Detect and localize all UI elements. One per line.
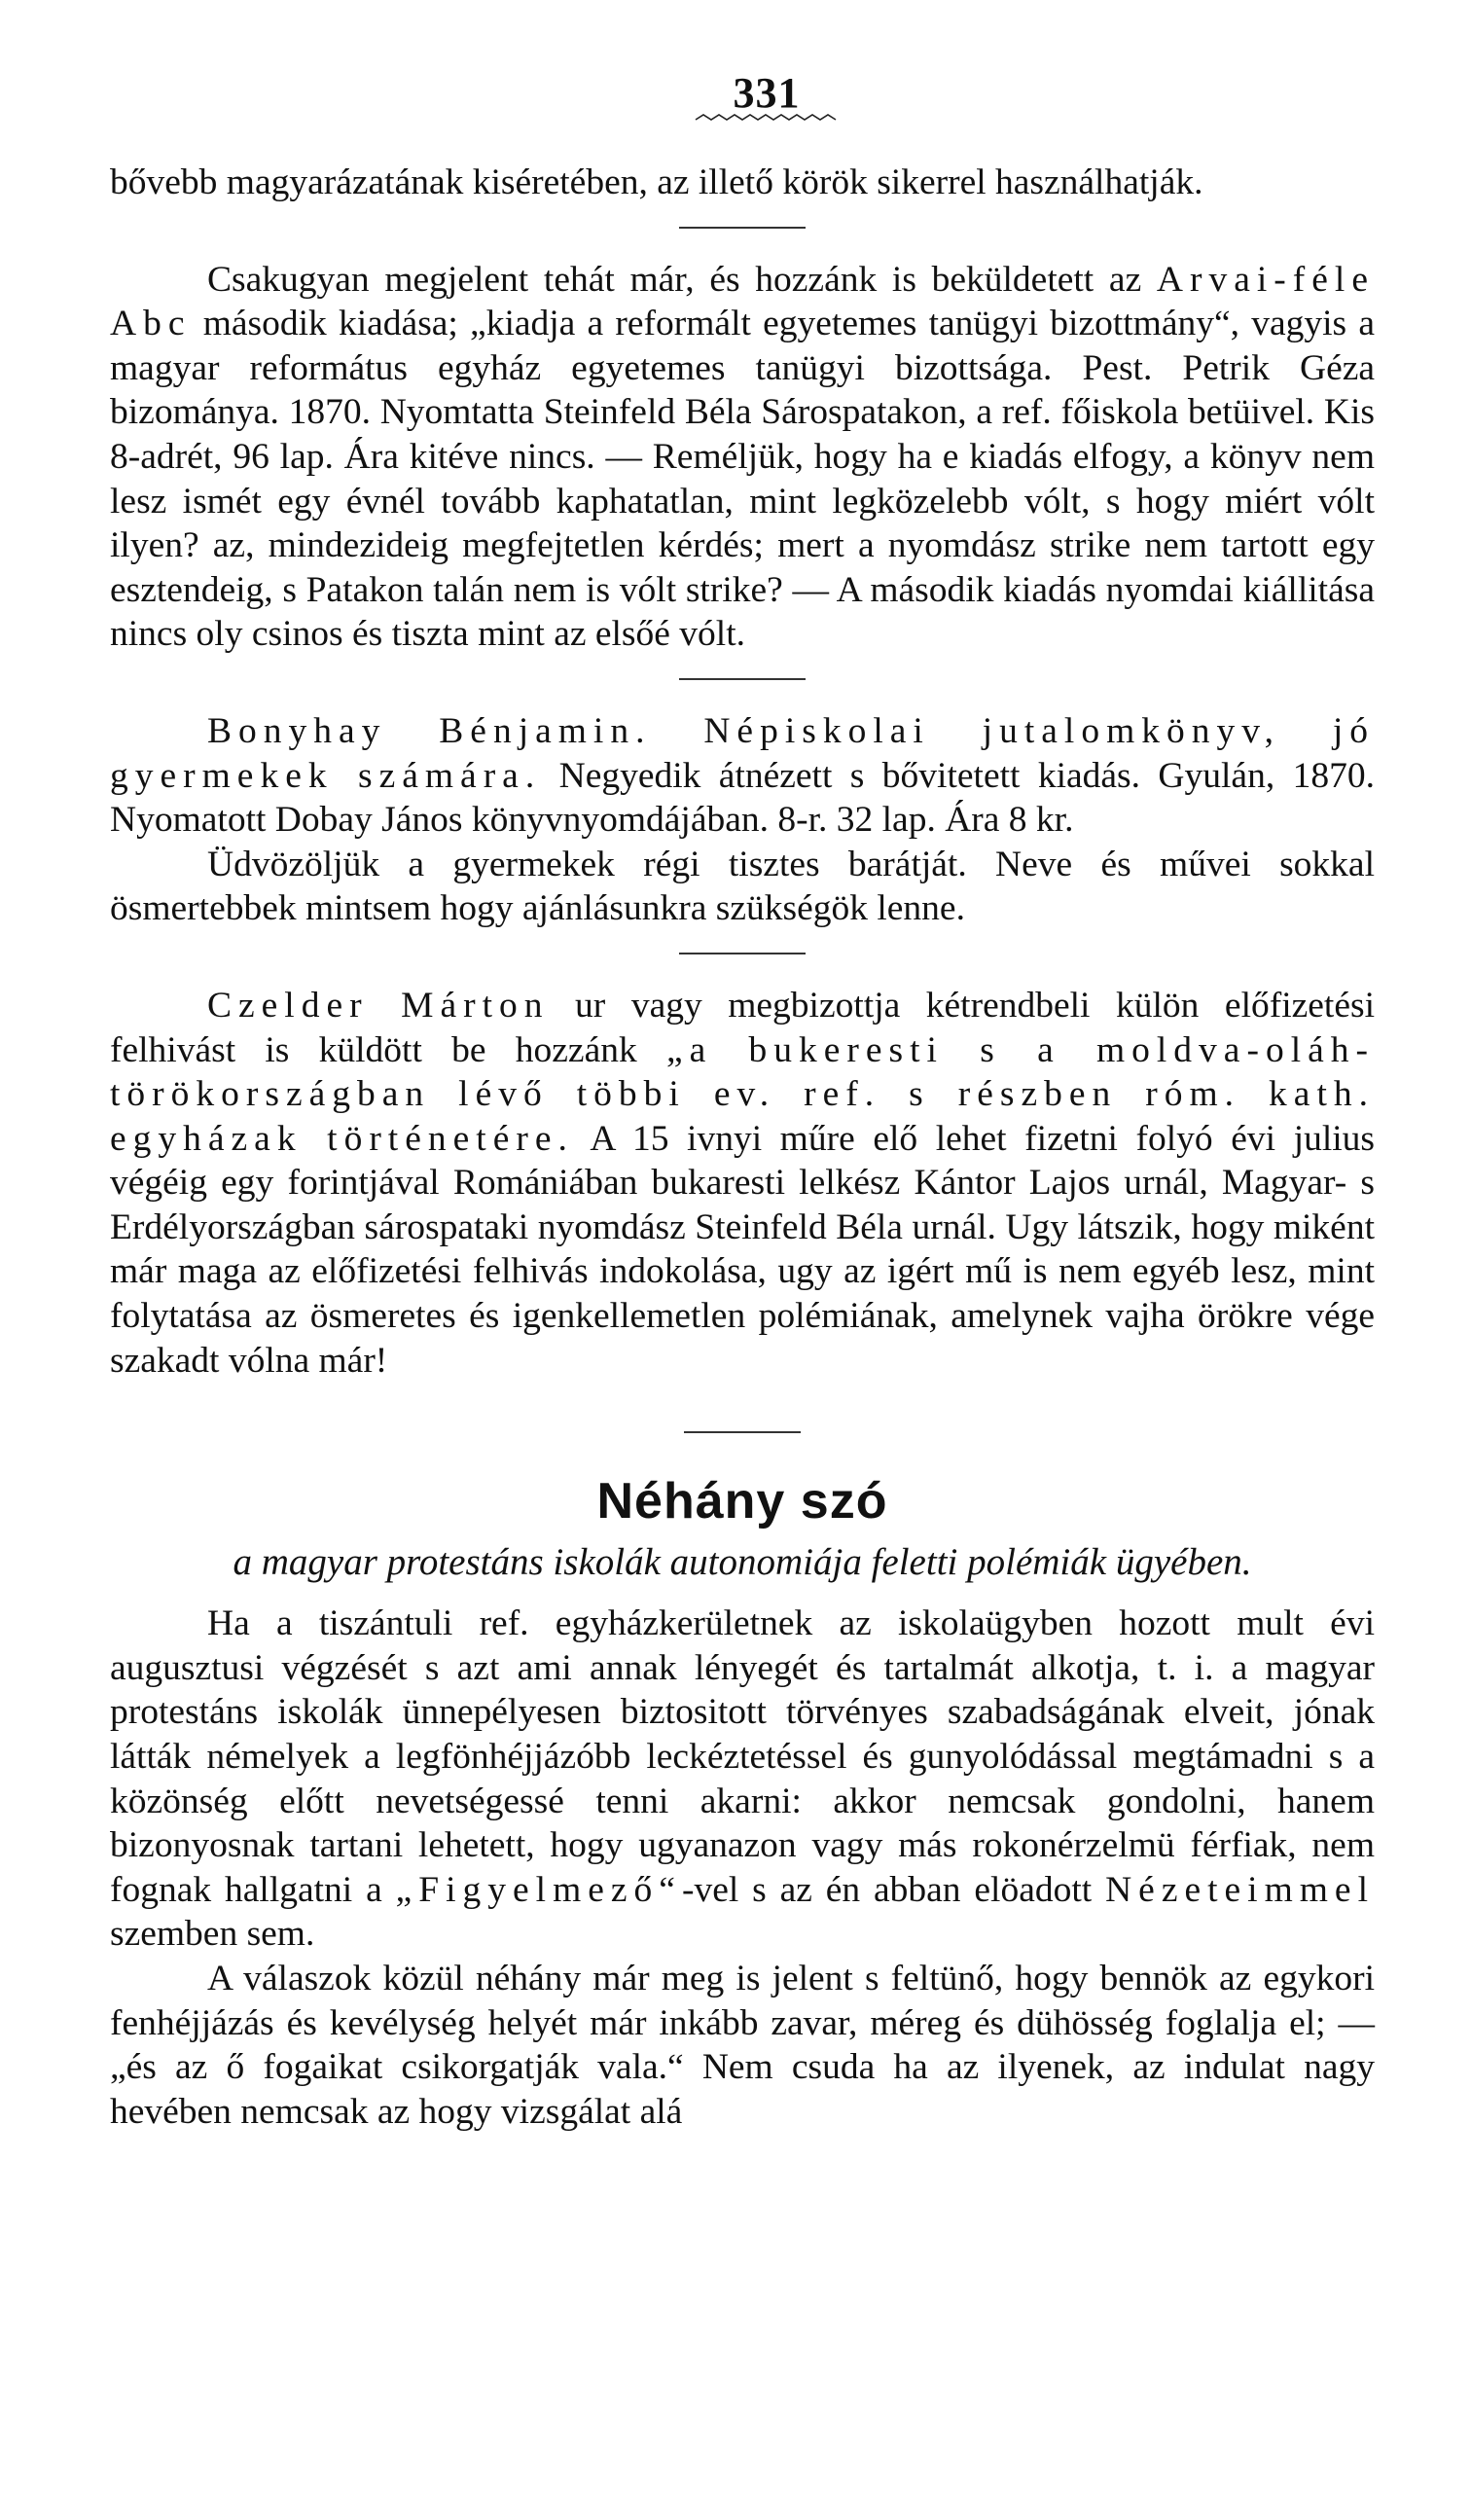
paragraph-bonyhay — [110, 709, 1375, 843]
text-run: A 15 ivnyi műre elő lehet fizetni folyó évi julius végéig egy forintjával Romániában bukaresti lelkész Kántor Lajos urnál, Magyar- s Erdélyországban sárospataki nyomdász Steinfeld Béla urnál. Ugy látszik, hogy miként már maga az előfizetési felhivás indokolása, ugy az igért mű is nem egyéb lesz, mint folytatása az ösmeretes és igenkellemetlen polémiának, amelynek vajha örökre vége szakadt vólna már! — [110, 1118, 1375, 1381]
paragraph-arvai-abc — [110, 258, 1375, 657]
page-number: 331 — [733, 69, 801, 117]
book-title-bonyhay: Bonyhay Bénjamin. Népiskolai jutalomkönyv, jó gyermekek számára. — [110, 710, 1375, 796]
journal-name-figyelmezo: „Figyelmező“ — [395, 1869, 682, 1910]
text-run: -vel s az én abban elöadott — [681, 1869, 1106, 1910]
paragraph-czelder — [110, 984, 1375, 1383]
work-title-nezeteimmel: Nézeteimmel — [1105, 1869, 1375, 1910]
book-title-arvai: Arvai-féle Abc — [110, 259, 1375, 344]
paragraph-article-2: A válaszok közül néhány már meg is jelent s feltünő, hogy bennök az egykori fenhéjjázás és kevélység helyét már inkább zavar, méreg és dühösség foglalja el; — „és az ő fogaikat csikorgatják vala.“ Nem csuda ha az ilyenek, az indulat nagy hevében nemcsak az hogy vizsgálat alá — [110, 1959, 1375, 2132]
author-name-czelder: Czelder Márton — [207, 985, 550, 1026]
paragraph-bonyhay-review: Üdvözöljük a gyermekek régi tisztes barátját. Neve és művei sokkal ösmertebbek mintsem hogy ajánlásunkra szükségök lenne. — [110, 844, 1375, 929]
page-header — [159, 68, 1375, 161]
divider — [679, 227, 806, 229]
section-title: Néhány szó — [596, 1473, 888, 1530]
divider — [684, 1431, 801, 1433]
page — [110, 68, 1375, 2134]
text-run: Csakugyan megjelent tehát már, és hozzánk is beküldetett az — [207, 259, 1157, 300]
text-run: Ha a tiszántuli ref. egyházkerületnek az iskolaügyben hozott mult évi augusztusi végzését s azt ami annak lényegét és tartalmát alkotja, t. i. a magyar protestáns iskolák ünnepélyesen biztositott törvényes szabadságának elveit, jónak látták némelyek a legfönhéjjázóbb leckéztetéssel és gunyolódással megtámadni s a közönség előtt nevetségessé tenni akarni: akkor nemcsak gondolni, hanem bizonyosnak tartani lehetett, hogy ugyanazon vagy más rokonérzelmü férfiak, nem fognak hallgatni a — [110, 1603, 1375, 1910]
section-subtitle: a magyar protestáns iskolák autonomiája feletti polémiák ügyében. — [233, 1541, 1252, 1584]
paragraph-article-1 — [110, 1602, 1375, 1957]
text-run: második kiadása; „kiadja a reformált egyetemes tanügyi bizottmány“, vagyis a magyar református egyház egyetemes tanügyi bizottsága. Pest. Petrik Géza bizománya. 1870. Nyomtatta Steinfeld Béla Sárospatakon, a ref. főiskola betüivel. Kis 8-adrét, 96 lap. Ára kitéve nincs. — Reméljük, hogy ha e kiadás elfogy, a könyv nem lesz ismét egy évnél tovább kaphatatlan, mint legközelebb vólt, s hogy miért vólt ilyen? az, mindezideig megfejtetlen kérdés; mert a nyomdász strike nem tartott egy esztendeig, s Patakon talán nem is vólt strike? — A második kiadás nyomdai kiállitása nincs oly csinos és tiszta mint az elsőé vólt. — [110, 304, 1375, 655]
divider — [679, 953, 806, 954]
divider — [679, 678, 806, 680]
text-run: szemben sem. — [110, 1914, 315, 1955]
book-title-bukeresti: „a bukeresti s a moldva-oláh-törökországban lévő többi ev. ref. s részben róm. kath. egyházak történetére. — [110, 1029, 1375, 1159]
text-run: Negyedik átnézett s bővitetett kiadás. Gyulán, 1870. Nyomatott Dobay János könyvnyomdájában. 8-r. 32 lap. Ára 8 kr. — [110, 755, 1375, 841]
text-run: ur vagy megbizottja kétrendbeli külön előfizetési felhivást is küldött be hozzánk — [110, 985, 1376, 1070]
paragraph-continuation: bővebb magyarázatának kiséretében, az illető körök sikerrel használhatják. — [110, 162, 1203, 202]
